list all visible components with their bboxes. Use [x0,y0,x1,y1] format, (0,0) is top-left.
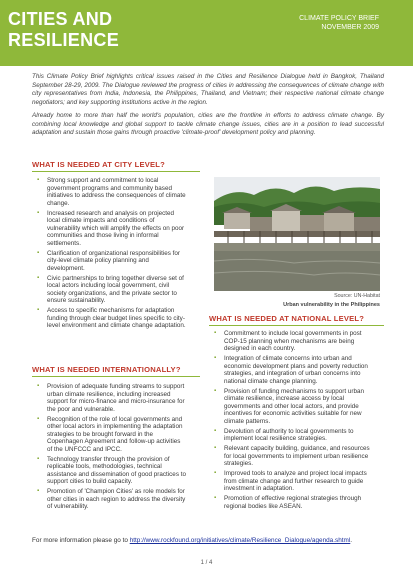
international-item: ▪ Recognition of the role of local governments and other local actors in implementing the adaptation strategies to be brought forward in the Copenhagen Agreement and follow-up activities of the UNFCCC and IPCC. [36,416,186,454]
national-level-item: ▪ Improved tools to analyze and project local impacts from climate change and further research to guide investment in adaptation. [213,470,375,493]
city-heading-rule [32,171,200,172]
header-banner [0,0,413,66]
city-level-list [36,177,186,332]
brief-label [299,14,379,32]
international-list [36,383,186,513]
international-heading-rule [32,376,200,377]
more-info-end: . [350,537,353,544]
national-level-item: ▪ Provision of funding mechanisms to support urban climate resilience, increase access by local governments and other local actors, and provide incentives for economic activities suitable for new climate patterns. [213,388,375,426]
national-level-item: ▪ Relevant capacity building, guidance, and resources for local governments to implement urban resilience strategies. [213,445,375,468]
international-heading: WHAT IS NEEDED INTERNATIONALLY? [32,365,181,374]
brief-type: CLIMATE POLICY BRIEF [299,15,379,22]
city-level-item: ▪ Strong support and commitment to local government programs and community based initiatives to address the consequences of climate change. [36,177,186,207]
photo-credit: Source: UN-Habitat [334,293,380,299]
national-level-item: ▪ Commitment to include local governments in post COP-15 planning when mechanisms are being designed in each country. [213,330,375,353]
more-info-line [32,537,352,544]
title-line-2: RESILIENCE [8,30,120,50]
city-level-item: ▪ Access to specific mechanisms for adaptation funding through clear budget lines specific to city-level environment and climate change adaptation. [36,307,186,330]
national-level-item: ▪ Devolution of authority to local governments to implement local resilience strategies. [213,428,375,443]
photo-caption: Urban vulnerability in the Philippines [283,302,380,308]
national-heading-rule [209,325,384,326]
national-level-item: ▪ Promotion of effective regional strategies through regional bodies like ASEAN. [213,495,375,510]
international-item: ▪ Provision of adequate funding streams to support urban climate resilience, including increased support for micro-finance and micro-insurance for the poor and vulnerable. [36,383,186,413]
photo-illustration [214,177,380,291]
international-item: ▪ Technology transfer through the provision of replicable tools, methodologies, technical assistance and dissemination of good practices to support cities to build capacity. [36,456,186,486]
intro-paragraph-2: Already home to more than half the world's population, cities are the frontline in efforts to address climate change. By combining local knowledge and global support to tackle climate change issues, cities are in a position to lead successful adaptation and sustain those gains through proactive 'climate-proof' development policy and planning. [32,112,384,137]
city-level-item: ▪ Clarification of organizational responsibilities for city-level climate policy planning and development. [36,250,186,273]
city-level-item: ▪ Increased research and analysis on projected local climate impacts and conditions of vulnerability which will amplify the effects on poor communities and those living in informal settlements. [36,210,186,248]
urban-vulnerability-photo [214,177,380,291]
brief-date: NOVEMBER 2009 [321,24,379,31]
title-line-1: CITIES AND [8,9,113,29]
dialogue-agenda-link[interactable]: http://www.rockfound.org/initiatives/climate/Resilience_Dialogue/agenda.shtml [129,537,351,544]
page-number: 1 / 4 [200,560,213,566]
more-info-text: For more information please go to [32,537,130,544]
national-level-heading: WHAT IS NEEDED AT NATIONAL LEVEL? [209,314,365,323]
city-level-heading: WHAT IS NEEDED AT CITY LEVEL? [32,160,165,169]
document-title [8,9,119,51]
city-level-item: ▪ Civic partnerships to bring together diverse set of local actors including local government, civil society organizations, and the private sector to ensure sustainability. [36,275,186,305]
national-level-item: ▪ Integration of climate concerns into urban and economic development plans and poverty reduction strategies, and integration of urban concerns into national climate change planning. [213,355,375,385]
national-level-list [213,330,375,513]
international-item: ▪ Promotion of 'Champion Cities' as role models for other cities in each region to address the diversity of vulnerability. [36,488,186,511]
intro-paragraph-1: This Climate Policy Brief highlights critical issues raised in the Cities and Resilience Dialogue held in Bangkok, Thailand September 28-29, 2009. The Dialogue reviewed the progress of cities in addressing the consequences of climate change with city representatives from India, Indonesia, the Philippines, Thailand, and Vietnam; their respective national climate change negotiators; and key supporting institutions active in the region. [32,73,384,106]
